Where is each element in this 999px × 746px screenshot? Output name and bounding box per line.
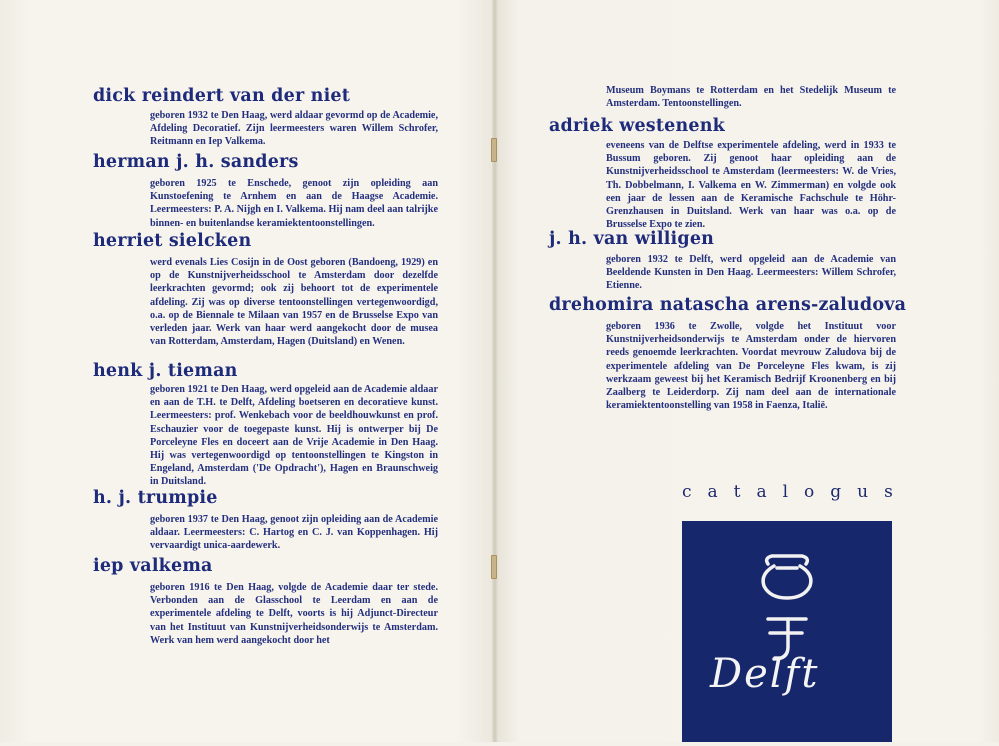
artist-entry [549,229,714,255]
artist-entry [93,152,299,178]
artist-entry [93,556,213,582]
artist-name: iep valkema [93,556,213,576]
artist-entry [93,488,218,514]
artist-name: h. j. trumpie [93,488,218,508]
artist-bio: geboren 1916 te Den Haag, volgde de Academie daar ter stede. Verbonden aan de Glasschool te Leerdam en aan de experimentele afdeling te Delft, voorts is hij Adjunct-Directeur van het Instituut van Kunstnijverheidsonderwijs te Amsterdam. Werk van hem werd aangekocht door het [150,582,438,646]
artist-name: henk j. tieman [93,361,238,381]
staple [491,555,497,579]
artist-name: herriet sielcken [93,231,252,251]
artist-name: drehomira natascha arens-zaludova [549,295,907,315]
artist-bio: eveneens van de Delftse experimentele afdeling, werd in 1933 te Bussum geboren. Zij genoot haar opleiding aan de Kunstnijverheidsschool te Amsterdam (leermeesters: W. de Vries, Th. Dobbelmann, I. Valkema en W. Zimmerman) en volgde ook een jaar de lessen aan de Keramische Fachschule te Höhr-Grenzhausen in Duitsland. Werk van haar was o.a. op de Brusselse Expo te zien. [606,140,896,231]
artist-bio: geboren 1936 te Zwolle, volgde het Instituut voor Kunstnijverheidsonderwijs te Amsterdam onder de hiervoren reeds genoemde leerkrachten. Voordat mevrouw Zaludova bij de experimentele afdeling van De Porceleyne Fles kwam, is zij werkzaam geweest bij het Keramisch Bedrijf Kroonenberg en bij Zaalberg te Leiderdorp. Zij nam deel aan de internationale keramiektentoonstelling van 1958 in Faenza, Italië. [606,321,896,412]
artist-name: j. h. van willigen [549,229,715,249]
porceleyne-fles-logo-icon [682,521,892,742]
bio-continuation: Museum Boymans te Rotterdam en het Stedelijk Museum te Amsterdam. Tentoonstellingen. [606,85,896,110]
artist-bio: geboren 1921 te Den Haag, werd opgeleid aan de Academie aldaar en aan de T.H. te Delft, Afdeling boetseren en decoratieve kunst. Leermeesters: prof. Wenkebach voor de beeldhouwkunst en prof. Eschauzier voor de toegepaste kunst. Hij is ontwerper bij De Porceleyne Fles en doceert aan de Vrije Academie in Den Haag. Hij was vertegenwoordigd op tentoonstellingen te Kingston in Engeland, Amsterdam ('De Opdracht'), Hagen en Braunschweig in Duitsland. [150,384,438,488]
artist-name: adriek westenenk [549,116,725,136]
artist-bio: geboren 1932 te Den Haag, werd aldaar gevormd op de Academie, Afdeling Decoratief. Zijn leermeesters waren Willem Schrofer, Reitmann en Iep Valkema. [150,110,438,148]
staple [491,138,497,162]
catalogus-heading: catalogus [682,482,909,502]
artist-bio: geboren 1925 te Enschede, genoot zijn opleiding aan Kunstoefening te Arnhem en aan de Haagse Academie. Leermeesters: P. A. Nijgh en I. Valkema. Hij nam deel aan talrijke binnen- en buitenlandse keramiektentoonstellingen. [150,178,438,229]
artist-bio: geboren 1937 te Den Haag, genoot zijn opleiding aan de Academie aldaar. Leermeesters: C. Hartog en C. J. van Koppenhagen. Hij vervaardigt unica-aardewerk. [150,514,438,552]
artist-bio: werd evenals Lies Cosijn in de Oost geboren (Bandoeng, 1929) en op de Kunstnijverheidsschool te Amsterdam door dezelfde leerkrachten gevormd; ook zij behoort tot de experimentele afdeling. Zij was op diverse tentoonstellingen vertegenwoordigd, o.a. op de Biennale te Milaan van 1957 en de Brusselse Expo van verleden jaar. Werk van haar werd aangekocht door de musea van Rotterdam, Amsterdam, Hagen (Duitsland) en Wenen. [150,257,438,348]
artist-name: herman j. h. sanders [93,152,299,172]
delft-logo-text: Delft [710,651,820,697]
artist-bio: geboren 1932 te Delft, werd opgeleid aan de Academie van Beeldende Kunsten in Den Haag. Leermeesters: Willem Schrofer, Etienne. [606,254,896,292]
book-gutter [492,0,498,742]
artist-entry [549,295,906,321]
delft-logo-panel [682,521,892,742]
artist-entry [93,231,251,257]
artist-name: dick reindert van der niet [93,86,351,106]
